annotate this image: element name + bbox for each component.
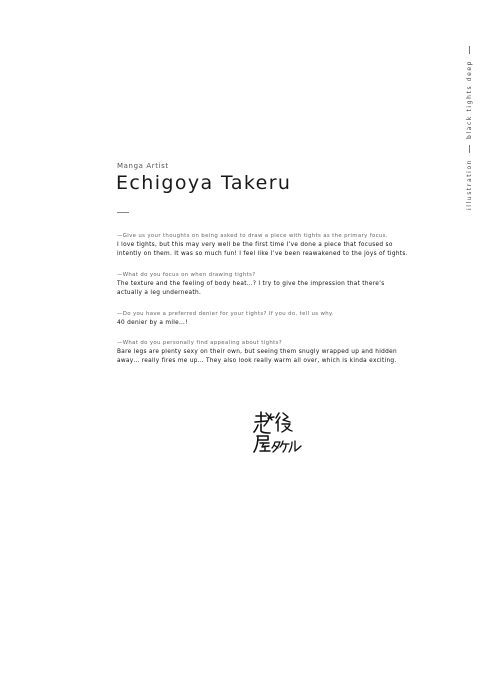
qa-item [117, 339, 412, 367]
artist-role: Manga Artist [117, 162, 169, 170]
answer: Bare legs are plenty sexy on their own, but seeing them snugly wrapped up and hidden away… really fires me up… They also look really warm all over, which is kinda exciting. [117, 349, 397, 365]
artist-signature [252, 410, 307, 455]
question: —Do you have a preferred denier for your tights? If you do, tell us why. [117, 310, 334, 317]
question: —Give us your thoughts on being asked to draw a piece with tights as the primary focus. [117, 233, 388, 239]
artist-name: Echigoya Takeru [116, 172, 292, 194]
answer: 40 denier by a mile…! [117, 319, 188, 326]
answer: The texture and the feeling of body heat…? I try to give the impression that there’s actually a leg underneath. [117, 280, 385, 297]
side-label-title: black tights deep [465, 59, 473, 139]
interview-qa [117, 232, 412, 378]
side-label-divider-end [469, 46, 470, 54]
answer: I love tights, but this may very well be the first time I’ve done a piece that focused so intently on them. It was so much fun! I feel like I’ve been reawakened to the joys of tights. [117, 242, 408, 258]
qa-item [117, 232, 412, 260]
qa-item [117, 271, 412, 299]
side-label-divider [469, 145, 470, 153]
vertical-side-label [462, 40, 476, 210]
question: —What do you personally find appealing about tights? [117, 340, 282, 347]
signature-drawing [252, 410, 307, 455]
qa-item [117, 310, 412, 328]
side-label-illustration: illustration [465, 158, 473, 210]
title-divider [117, 212, 129, 213]
question: —What do you focus on when drawing tights? [117, 271, 256, 278]
